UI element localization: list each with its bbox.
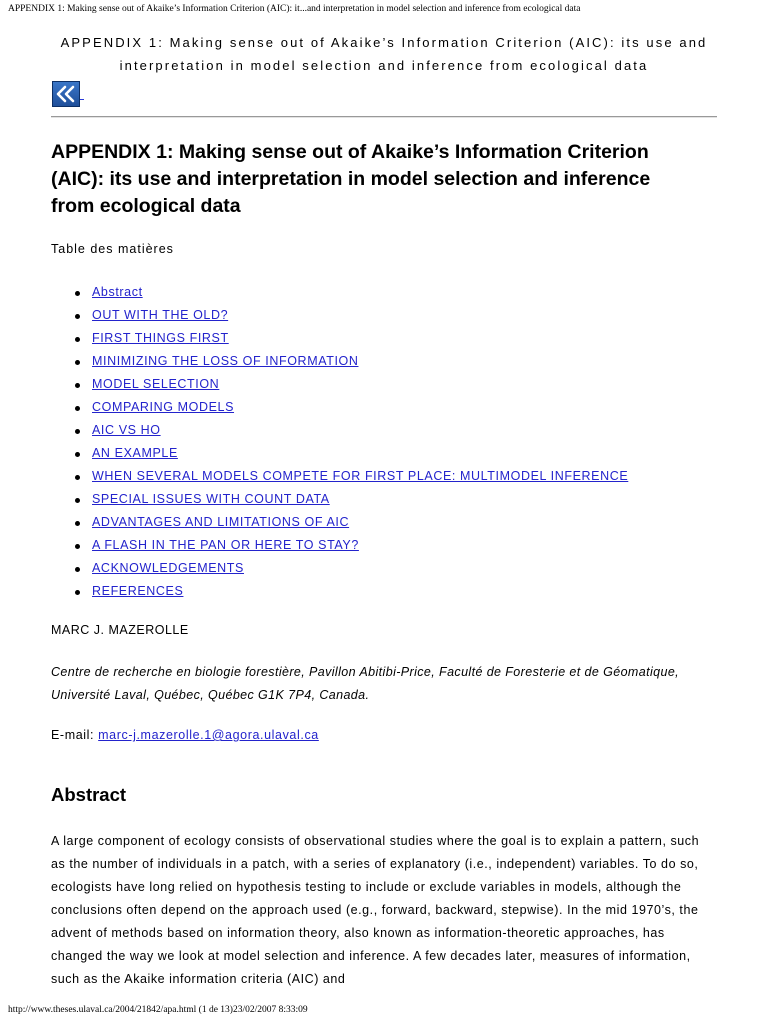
toc-label: Table des matières bbox=[51, 242, 174, 256]
print-header: APPENDIX 1: Making sense out of Akaike’s Information Criterion (AIC): it...and interpretation in model selection and inference from ecological data bbox=[8, 4, 581, 14]
toc-link-an-example[interactable]: AN EXAMPLE bbox=[92, 446, 178, 460]
toc-link-abstract[interactable]: Abstract bbox=[92, 285, 143, 299]
toc-item bbox=[75, 327, 628, 350]
toc-item bbox=[75, 580, 628, 603]
toc-item bbox=[75, 350, 628, 373]
toc-link-count-data[interactable]: SPECIAL ISSUES WITH COUNT DATA bbox=[92, 492, 330, 506]
abstract-heading: Abstract bbox=[51, 784, 127, 805]
email-line bbox=[51, 728, 319, 742]
toc-link-minimizing-loss[interactable]: MINIMIZING THE LOSS OF INFORMATION bbox=[92, 354, 359, 368]
toc-item bbox=[75, 419, 628, 442]
toc-link-references[interactable]: REFERENCES bbox=[92, 584, 184, 598]
back-link-underline bbox=[80, 99, 84, 100]
abstract-text: A large component of ecology consists of observational studies where the goal is to explain a pattern, such as the number of individuals in a patch, with a series of explanatory (i.e., independent) variables. To do so, ecologists have long relied on hypothesis testing to include or exclude variables in models, although the conclusions often depend on the approach used (e.g., forward, backward, stepwise). In the mid 1970’s, the advent of methods based on information theory, also known as information-theoretic approaches, has changed the way we look at model selection and inference. A few decades later, measures of information, such as the Akaike information criteria (AIC) and bbox=[51, 834, 700, 986]
toc-item bbox=[75, 304, 628, 327]
author-affiliation: Centre de recherche en biologie forestière, Pavillon Abitibi-Price, Faculté de Foresterie et de Géomatique, Université Laval, Québec, Québec G1K 7P4, Canada. bbox=[51, 665, 680, 702]
toc-link-aic-vs-ho[interactable]: AIC VS HO bbox=[92, 423, 161, 437]
toc-link-first-things-first[interactable]: FIRST THINGS FIRST bbox=[92, 331, 229, 345]
toc-link-multimodel-inference[interactable]: WHEN SEVERAL MODELS COMPETE FOR FIRST PLACE: MULTIMODEL INFERENCE bbox=[92, 469, 629, 483]
back-button[interactable] bbox=[52, 81, 80, 107]
top-title: APPENDIX 1: Making sense out of Akaike’s Information Criterion (AIC): its use and interpretation in model selection and inference from ecological data bbox=[60, 35, 708, 73]
author-name: MARC J. MAZEROLLE bbox=[51, 623, 189, 637]
toc-item bbox=[75, 281, 628, 304]
toc-item bbox=[75, 557, 628, 580]
email-link[interactable]: marc-j.mazerolle.1@agora.ulaval.ca bbox=[98, 728, 319, 742]
toc-item bbox=[75, 396, 628, 419]
toc-link-advantages-limitations[interactable]: ADVANTAGES AND LIMITATIONS OF AIC bbox=[92, 515, 350, 529]
toc-link-flash-in-the-pan[interactable]: A FLASH IN THE PAN OR HERE TO STAY? bbox=[92, 538, 359, 552]
toc-item bbox=[75, 442, 628, 465]
print-footer: http://www.theses.ulaval.ca/2004/21842/apa.html (1 de 13)23/02/2007 8:33:09 bbox=[8, 1005, 308, 1015]
toc-link-comparing-models[interactable]: COMPARING MODELS bbox=[92, 400, 235, 414]
toc-list bbox=[75, 281, 628, 603]
double-chevron-left-icon bbox=[55, 85, 77, 103]
toc-link-model-selection[interactable]: MODEL SELECTION bbox=[92, 377, 220, 391]
email-label: E-mail: bbox=[51, 728, 95, 742]
toc-item bbox=[75, 373, 628, 396]
page-title: APPENDIX 1: Making sense out of Akaike’s Information Criterion (AIC): its use and interpretation in model selection and inference from ecological data bbox=[51, 141, 651, 217]
toc-item bbox=[75, 488, 628, 511]
divider bbox=[51, 116, 717, 118]
toc-item bbox=[75, 534, 628, 557]
toc-item bbox=[75, 511, 628, 534]
toc-link-acknowledgements[interactable]: ACKNOWLEDGEMENTS bbox=[92, 561, 244, 575]
toc-link-out-with-the-old[interactable]: OUT WITH THE OLD? bbox=[92, 308, 229, 322]
toc-item bbox=[75, 465, 628, 488]
